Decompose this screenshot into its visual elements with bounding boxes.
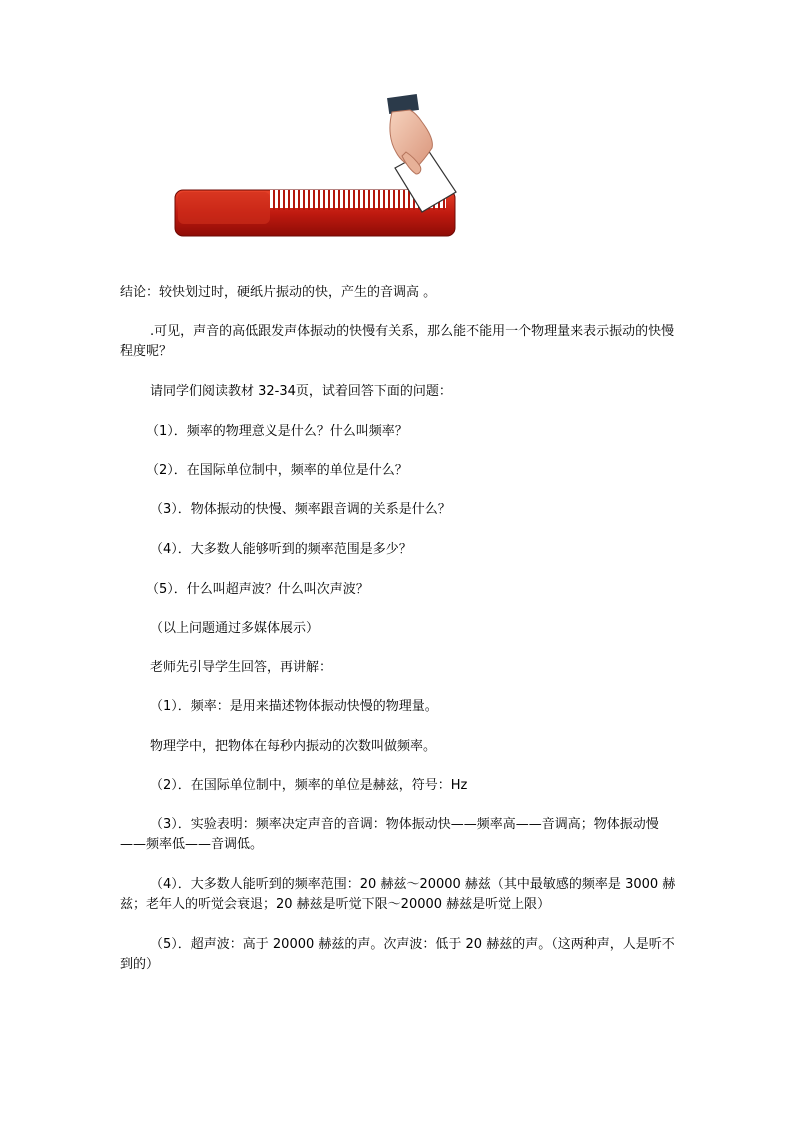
answer-1: （1）．频率：是用来描述物体振动快慢的物理量。 [150, 699, 438, 714]
teacher-guide: 老师先引导学生回答，再讲解： [150, 660, 333, 675]
question-5: （5）．什么叫超声波？什么叫次声波？ [146, 582, 369, 597]
multimedia-note: （以上问题通过多媒体展示） [150, 621, 320, 636]
answer-2: （2）．在国际单位制中，频率的单位是赫兹，符号：Hz [150, 778, 468, 793]
question-3: （3）．物体振动的快慢、频率跟音调的关系是什么？ [150, 502, 451, 517]
question-2: （2）．在国际单位制中，频率的单位是什么？ [146, 463, 408, 478]
question-4: （4）．大多数人能够听到的频率范围是多少？ [150, 542, 412, 557]
intro-paragraph: .可见，声音的高低跟发声体振动的快慢有关系，那么能不能用一个物理量来表示振动的快慢程度呢？ [120, 324, 675, 359]
conclusion-paragraph: 结论：较快划过时，硬纸片振动的快，产生的音调高 。 [120, 285, 437, 300]
answer-3: （3）．实验表明：频率决定声音的音调：物体振动快——频率高——音调高；物体振动慢——频率低——音调低。 [120, 817, 659, 852]
comb-illustration [170, 90, 470, 245]
answer-4: （4）．大多数人能听到的频率范围：20 赫兹～20000 赫兹（其中最敏感的频率是 3000 赫兹；老年人的听觉会衰退；20 赫兹是听觉下限～20000 赫兹是听觉上限） [120, 877, 676, 912]
frequency-definition: 物理学中，把物体在每秒内振动的次数叫做频率。 [150, 739, 437, 754]
answer-5: （5）．超声波：高于 20000 赫兹的声。次声波：低于 20 赫兹的声。（这两种声，人是听不到的） [120, 937, 675, 972]
question-1: （1）．频率的物理意义是什么？什么叫频率？ [146, 424, 408, 439]
reading-instruction: 请同学们阅读教材 32-34页，试着回答下面的问题： [150, 384, 452, 399]
